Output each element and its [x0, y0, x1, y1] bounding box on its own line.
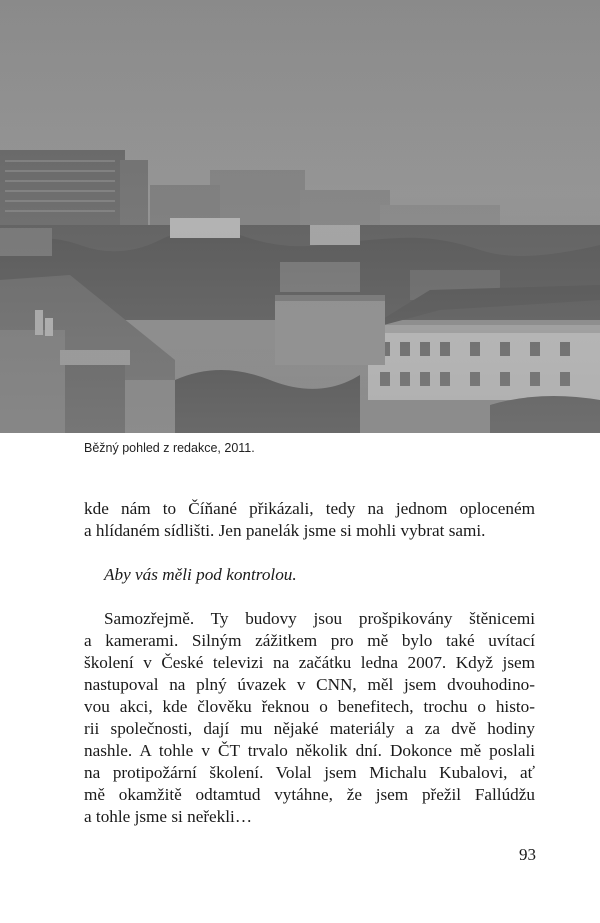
- body-text: [84, 498, 535, 828]
- text-line: a tohle jsme si neřekli…: [84, 807, 253, 826]
- paragraph-1: [84, 498, 535, 542]
- paragraph-question: Aby vás měli pod kontrolou.: [104, 565, 297, 584]
- text-line: a kamerami. Silným zážitkem pro mě bylo také uvítací: [84, 631, 535, 650]
- text-line: školení v České televizi na začátku ledna 2007. Když jsem: [84, 653, 535, 672]
- smoggy-city-photo: [0, 0, 600, 433]
- text-line: vou akci, kde člověku řeknou o benefitech, trochu o histo-: [84, 697, 535, 716]
- page-number: 93: [519, 845, 536, 864]
- text-line: rii společnosti, dají mu nějaké materiály a za dvě hodiny: [84, 719, 535, 738]
- text-line: nastupoval na plný úvazek v CNN, měl jsem dvouhodino-: [84, 675, 535, 694]
- text-line: kde nám to Číňané přikázali, tedy na jednom oploceném: [84, 499, 535, 518]
- text-line: Samozřejmě. Ty budovy jsou prošpikovány štěnicemi: [104, 609, 535, 628]
- photo-caption: Běžný pohled z redakce, 2011.: [84, 441, 255, 455]
- paragraph-3: [84, 608, 535, 828]
- text-line: a hlídaném sídlišti. Jen panelák jsme si mohli vybrat sami.: [84, 521, 486, 540]
- text-line: nashle. A tohle v ČT trvalo několik dní. Dokonce mě poslali: [84, 741, 535, 760]
- text-line: na protipožární školení. Volal jsem Michalu Kubalovi, ať: [84, 763, 535, 782]
- text-line: mě okamžitě odtamtud vytáhne, že jsem přežil Fallúdžu: [84, 785, 535, 804]
